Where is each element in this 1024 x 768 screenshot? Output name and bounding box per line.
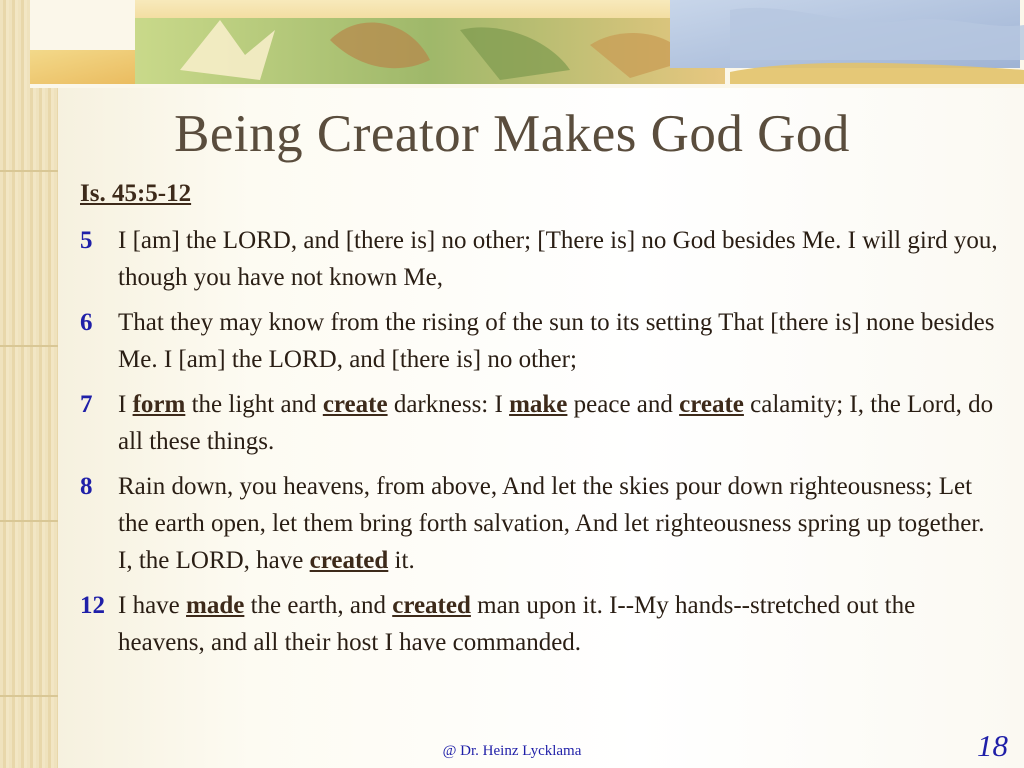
verse-text-segment: calamity; I, the Lord, do all these things. [118,391,994,455]
verse-text [118,468,1000,579]
emphasized-word: form [132,391,186,418]
verse-item [80,386,1000,460]
verse-number: 12 [80,592,105,619]
verse-item [80,587,1000,661]
verse-number: 8 [80,473,93,500]
emphasized-word: made [186,592,245,619]
verse-text-segment: the earth, and [244,592,393,619]
verse-text-segment: That they may know from the rising of the sun to its setting That [there is] none besides Me. I [am] the LORD, and [there is] no other; [118,309,995,373]
verse-text [118,386,1000,460]
footer-author: @ Dr. Heinz Lycklama [442,743,582,759]
verse-text-segment: peace and [567,391,680,418]
verse-text [118,587,1000,661]
emphasized-word: make [509,391,568,418]
verse-text-segment: darkness: I [387,391,510,418]
emphasized-word: create [322,391,388,418]
verse-number: 5 [80,227,93,254]
verse-list [80,222,1000,669]
slide-title: Being Creator Makes God God [174,105,850,163]
emphasized-word: create [679,391,744,418]
verse-number: 6 [80,309,93,336]
verse-item [80,222,1000,296]
slide-number: 18 [977,728,1008,763]
banner-collage-image [30,0,1024,88]
verse-text-segment: Rain down, you heavens, from above, And let the skies pour down righteousness; Let the earth open, let them bring forth salvation, And let righteousness spring up together. I, the LORD, have [118,473,985,574]
verse-text [118,304,1000,378]
verse-text-segment: man upon it. I--My hands--stretched out the heavens, and all their host I have commanded. [118,592,916,656]
decorative-banner [30,0,1024,88]
verse-item [80,304,1000,378]
verse-item [80,468,1000,579]
verse-text-segment: it. [388,547,415,574]
verse-text-segment: I [118,391,133,418]
emphasized-word: created [392,592,471,619]
scripture-reference: Is. 45:5-12 [80,180,192,207]
verse-number: 7 [80,391,93,418]
verse-text-segment: the light and [185,391,323,418]
verse-text-segment: I [am] the LORD, and [there is] no other; [There is] no God besides Me. I will gird you, though you have not known Me, [118,227,998,291]
verse-text-segment: I have [118,592,187,619]
verse-text [118,222,1000,296]
emphasized-word: created [309,547,389,574]
